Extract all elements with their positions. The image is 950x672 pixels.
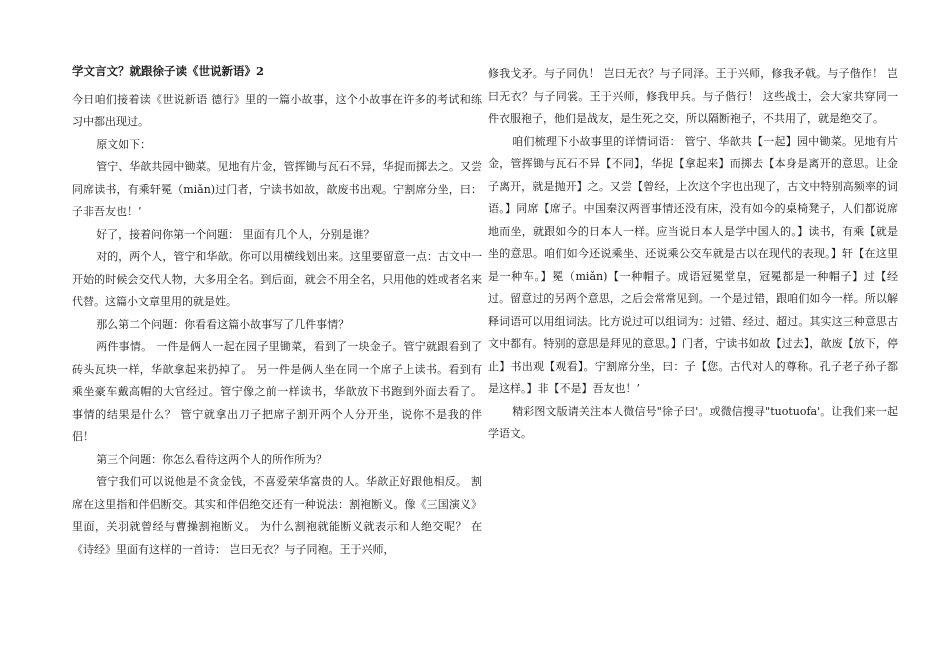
paragraph: 精彩图文版请关注本人微信号"徐子曰'。或微信搜寻"tuotuofa'。让我们来一起学语文。 (488, 404, 898, 440)
right-paragraphs (488, 63, 898, 446)
paragraph: 好了，接着问你第一个问题： 里面有几个人，分别是谁？ (96, 227, 375, 241)
paragraph: 今日咱们接着读《世说新语 德行》里的一篇小故事，这个小故事在许多的考试和练习中都出现过。 (72, 92, 482, 128)
paragraph: 管宁我们可以说他是不贪金钱，不喜爱荣华富贵的人。华歆正好跟他相反。 割席在这里指和伴侣断交。其实和伴侣绝交还有一种说法：割袍断义。像《三国演义》里面，关羽就曾经与曹操割袍断义。 为什么割袍就能断义就表示和人绝交呢？ 在《诗经》里面有这样的一首诗： 岂曰无衣？与子同袍。王于兴师， (72, 475, 482, 556)
paragraph: 第三个问题：你怎么看待这两个人的所作所为？ (96, 452, 328, 466)
paragraph: 咱们梳理下小故事里的详情词语： 管宁、华歆共【一起】园中锄菜。见地有片金，管挥锄与瓦石不异【不同】，华捉【拿起来】而掷去【本身是离开的意思。让金子离开，就是抛开】之。又尝【曾经，上次这个字也出现了，古文中特别高频率的词语。】同席【席子。中国秦汉两晋事情还没有床，没有如今的桌椅凳子，人们都说席地而坐，就跟如今的日本人一样。应当说日本人是学中国人的。】读书，有乘【就是坐的意思。咱们如今还说乘坐、还说乘公交车就是古以在现代的表现。】轩【在这里是一种车。】冕（miǎn)【一种帽子。成语冠冕堂皇，冠冕都是一种帽子】过【经过。留意过的另两个意思，之后会常常见到。一个是过错，跟咱们如今一样。所以解释词语可以用组词法。比方说过可以组词为：过错、经过、超过。其实这三种意思古文中都有。特别的意思是拜见的意思。】门者，宁读书如故【过去】，歆废【放下，停止】书出观【观看】。宁割席分坐，曰：子【您。古代对人的尊称。孔子老子孙子都是这样。】非【不是】吾友也！’ (488, 134, 898, 395)
paragraph: 那么第二个问题：你看看这篇小故事写了几件事情？ (96, 317, 350, 331)
paragraph: 两件事情。 一件是俩人一起在园子里锄菜，看到了一块金子。管宁就跟看到了砖头瓦块一样，华歆拿起来扔掉了。 另一件是俩人坐在同一个席子上读书。看到有乘坐豪车戴高帽的大官经过。管宁像之前一样读书，华歆放下书跑到外面去看了。 事情的结果是什么？ 管宁就拿出刀子把席子割开两个人分开坐，说你不是我的伴侣！ (72, 340, 482, 443)
paragraph: 管宁、华歆共园中锄菜。见地有片金，管挥锄与瓦石不异，华捉而掷去之。又尝同席读书，有乘轩冕（miǎn)过门者，宁读书如故，歆废书出观。宁割席分坐，曰：子非吾友也！’ (72, 160, 482, 218)
paragraph: 修我戈矛。与子同仇！ 岂曰无衣？与子同泽。王于兴师，修我矛戟。与子偕作！ 岂曰无衣？与子同裳。王于兴师，修我甲兵。与子偕行！ 这些战士，会大家共穿同一件衣服袍子，他们是战友，是生死之交，所以隔断袍子，不共用了，就是绝交了。 (488, 67, 898, 125)
right-column (488, 63, 898, 446)
document-title: 学文言文？就跟徐子读《世说新语》2 (72, 64, 264, 78)
left-column (72, 60, 482, 561)
left-paragraphs (72, 89, 482, 562)
paragraph: 原文如下： (96, 137, 152, 151)
paragraph: 对的，两个人，管宁和华歆。你可以用横线划出来。这里要留意一点：古文中一开始的时候会交代人物，大多用全名。到后面，就会不用全名，只用他的姓或者名来代替。这篇小文章里用的就是姓。 (72, 250, 482, 308)
